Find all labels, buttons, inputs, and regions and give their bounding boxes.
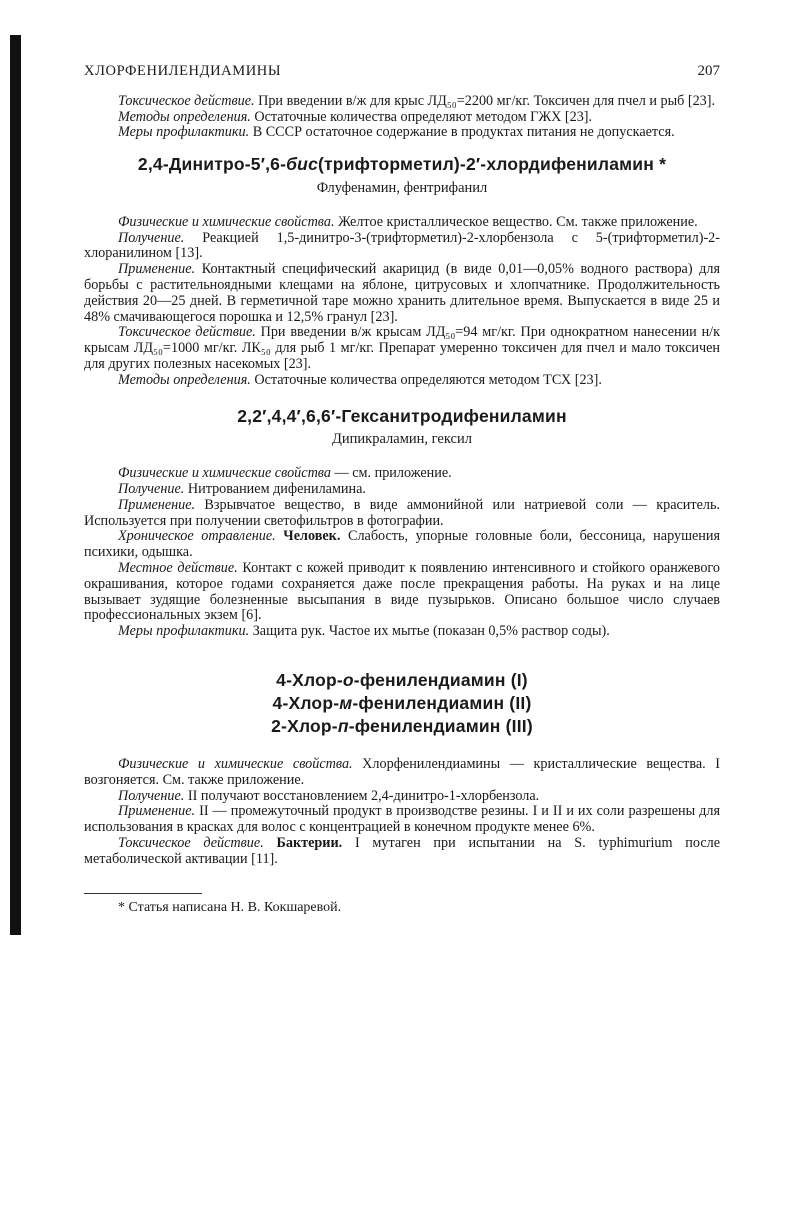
paragraph-label: Токсическое действие. <box>118 324 256 341</box>
paragraph-label: Методы определения. <box>118 108 251 125</box>
paragraph-text: Остаточные количества определяются методом ТСХ [23]. <box>250 371 602 388</box>
paragraph-text: — см. приложение. <box>330 465 452 482</box>
paragraph-label: Получение. <box>118 787 185 804</box>
paragraph-text: В СССР остаточное содержание в продуктах питания не допускается. <box>249 124 675 141</box>
paragraph-label: Методы определения. <box>118 371 251 388</box>
paragraph-label: Местное действие. <box>118 559 238 576</box>
paragraph-production <box>84 789 720 805</box>
section-title-line <box>84 716 720 737</box>
book-page <box>84 64 720 916</box>
paragraph-label: Получение. <box>118 480 185 497</box>
paragraph-text: Защита рук. Частое их мытье (показан 0,5% раствор соды). <box>249 623 610 640</box>
paragraph-physical <box>84 466 720 482</box>
paragraph-methods <box>84 373 720 389</box>
title-part-italic: о <box>342 669 354 690</box>
running-title: ХЛОРФЕНИЛЕНДИАМИНЫ <box>84 63 282 79</box>
paragraph-text: II — промежуточный продукт в производстве резины. I и II и их соли разрешены для использования в красках для волос с концентрацией в конечном продукте менее 6%. <box>84 803 720 836</box>
paragraph-text: При введении в/ж для крыс ЛД₅₀=2200 мг/кг. Токсичен для пчел и рыб [23]. <box>254 92 716 109</box>
section-title-line <box>84 693 720 714</box>
title-part: 4-Хлор- <box>276 669 343 690</box>
paragraph-application <box>84 804 720 836</box>
paragraph-label: Получение. <box>118 229 185 246</box>
paragraph-intro-prevention <box>84 125 720 141</box>
paragraph-text: Слабость, упорные головные боли, бессоница, нарушения психики, одышка. <box>84 528 721 561</box>
paragraph-text: Взрывчатое вещество, в виде аммонийной или натриевой соли — краситель. Используется при получении светофильтров в фотографии. <box>84 496 720 529</box>
paragraph-label: Токсическое действие. <box>118 92 255 109</box>
title-part: (трифторметил)-2′-хлордифениламин * <box>318 154 667 175</box>
paragraph-text: Контактный специфический акарицид (в виде 0,01—0,05% водного раствора) для борьбы с растительноядными клещами на яблоне, цитрусовых и хлопчатнике. Продолжительность действия 20—25 дней. В герметичной таре можно хранить длительное время. Выпускается в виде 25 и 48% смачивающегося порошка и 12,5% гранул [23]. <box>84 261 720 325</box>
section-title-flufenamine <box>84 154 720 175</box>
paragraph-label: Меры профилактики. <box>118 623 250 640</box>
paragraph-text: I мутаген при испытании на S. typhimurium после метаболической активации [11]. <box>84 834 721 867</box>
paragraph-text: Желтое кристаллическое вещество. См. также приложение. <box>334 213 698 230</box>
title-part-italic: м <box>339 692 353 713</box>
paragraph-text: Хлорфенилендиамины — кристаллические вещества. I возгоняется. См. также приложение. <box>84 755 720 788</box>
paragraph-toxic <box>84 836 720 868</box>
paragraph-label: Применение. <box>118 496 196 513</box>
paragraph-label: Применение. <box>118 803 196 820</box>
footnote: * Статья написана Н. В. Кокшаревой. <box>118 900 342 916</box>
paragraph-keyword: Человек. <box>275 528 341 545</box>
paragraph-label: Применение. <box>118 261 196 278</box>
paragraph-production <box>84 231 720 263</box>
paragraph-chronic <box>84 529 720 561</box>
paragraph-label: Меры профилактики. <box>118 124 250 141</box>
paragraph-text: При введении в/ж крысам ЛД₅₀=94 мг/кг. При однократном нанесении н/к крысам ЛД₅₀=1000 мг/кг. ЛК₅₀ для рыб 1 мг/кг. Препарат умеренно токсичен для пчел и мало токсичен для других полезных насекомых [23]. <box>84 324 720 372</box>
title-part: 2,4-Динитро-5′,6- <box>137 154 287 175</box>
paragraph-prevention <box>84 624 720 640</box>
scan-edge-bar <box>10 35 21 935</box>
paragraph-production <box>84 482 720 498</box>
paragraph-intro-methods <box>84 110 720 126</box>
paragraph-physical <box>84 215 720 231</box>
paragraph-local <box>84 561 720 624</box>
paragraph-label: Физические и химические свойства. <box>118 213 335 230</box>
title-part: -фенилендиамин (I) <box>353 669 528 690</box>
paragraph-text: Реакцией 1,5-динитро-3-(трифторметил)-2-хлорбензола с 5-(трифторметил)-2-хлоранилином [13]. <box>84 229 720 262</box>
title-part: 4-Хлор- <box>272 692 340 713</box>
running-header <box>84 64 720 80</box>
section-title-block <box>84 670 720 737</box>
paragraph-physical <box>84 757 720 789</box>
paragraph-intro-toxic <box>84 94 720 110</box>
title-part-italic: бис <box>286 154 318 175</box>
title-part: -фенилендиамин (III) <box>348 715 533 736</box>
paragraph-text: Нитрованием дифениламина. <box>184 480 366 497</box>
paragraph-text: II получают восстановлением 2,4-динитро-1-хлорбензола. <box>184 787 540 804</box>
paragraph-text: Остаточные количества определяют методом ГЖХ [23]. <box>250 108 593 125</box>
section-title-line <box>84 670 720 691</box>
paragraph-label: Токсическое действие. <box>118 834 264 851</box>
paragraph-text: Контакт с кожей приводит к появлению интенсивного и стойкого оранжевого окрашивания, которое годами сохраняется даже после прекращения работы. На руках и на лице вызывает зудящие болезненные высыпания в виде пузырьков. Описано большое число случаев профессиональных экзем [6]. <box>84 559 720 624</box>
footnote-divider <box>84 893 202 894</box>
paragraph-keyword: Бактерии. <box>263 834 343 851</box>
page-number: 207 <box>697 63 720 79</box>
title-part: -фенилендиамин (II) <box>352 692 532 713</box>
paragraph-label: Физические и химические свойства. <box>118 755 353 772</box>
section-synonyms: Флуфенамин, фентрифанил <box>316 179 488 196</box>
title-part: 2-Хлор- <box>271 715 338 736</box>
paragraph-application <box>84 498 720 530</box>
paragraph-label: Хроническое отравление. <box>118 528 276 545</box>
paragraph-label: Физические и химические свойства <box>118 465 331 482</box>
section-title-hexyl: 2,2′,4,4′,6,6′-Гексанитродифениламин <box>237 405 567 426</box>
paragraph-toxic <box>84 325 720 372</box>
paragraph-application <box>84 262 720 325</box>
section-synonyms: Дипикраламин, гексил <box>332 431 472 448</box>
title-part-italic: п <box>337 715 349 736</box>
